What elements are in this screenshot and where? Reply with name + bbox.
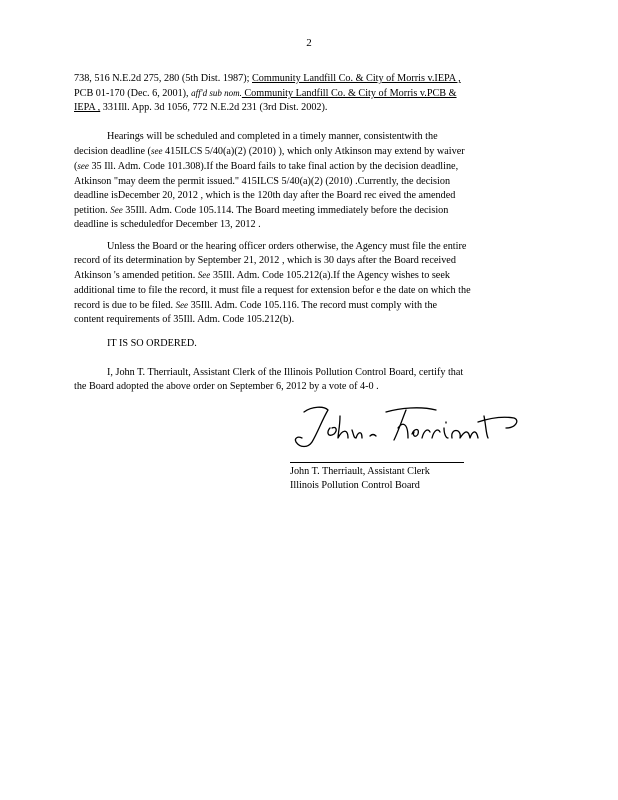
text-line xyxy=(74,203,540,218)
text-line xyxy=(74,72,540,86)
case-citation: Community Landfill Co. & City of Morris v.PCB & xyxy=(241,88,457,100)
signature-block xyxy=(290,465,430,493)
italic-signal: See xyxy=(197,270,211,281)
text-line: Hearings will be scheduled and completed in a timely manner, consistentwith the xyxy=(107,131,438,142)
text-line xyxy=(74,101,540,115)
so-ordered-text: IT IS SO ORDERED. xyxy=(107,338,197,349)
text-line: record of its determination by September 21, 2012 , which is 30 days after the Board received xyxy=(74,255,456,267)
italic-signal: see xyxy=(77,161,89,172)
signature-drawing xyxy=(290,398,530,458)
text-span: 35Ill. Adm. Code 105.114. The Board meeting immediately before the decision xyxy=(122,205,449,217)
case-citation: Community Landfill Co. & City of Morris v.IEPA , xyxy=(252,73,461,84)
text-line xyxy=(74,144,540,159)
italic-signal: see xyxy=(150,146,163,157)
hearing-paragraph xyxy=(74,130,540,232)
certification-paragraph xyxy=(74,366,540,394)
record-paragraph xyxy=(74,240,540,327)
signatory-organization: Illinois Pollution Control Board xyxy=(290,480,420,492)
text-span: 35Ill. Adm. Code 105.116. The record must comply with the xyxy=(188,299,438,311)
citation-paragraph xyxy=(74,72,540,116)
italic-signal: See xyxy=(110,205,123,216)
text-line: I, John T. Therriault, Assistant Clerk of the Illinois Pollution Control Board, certify that xyxy=(107,367,464,378)
text-span: 738, 516 N.E.2d 275, 280 (5th Dist. 1987); xyxy=(74,73,252,84)
text-line: Atkinson "may deem the permit issued." 415ILCS 5/40(a)(2) (2010) .Currently, the decision xyxy=(74,175,451,187)
text-line xyxy=(74,86,540,101)
text-line xyxy=(74,159,540,174)
text-line: deadline is scheduledfor December 13, 2012 . xyxy=(74,219,261,231)
signatory-name: John T. Therriault, Assistant Clerk xyxy=(290,466,430,477)
text-span: 35 Ill. Adm. Code 101.308).If the Board fails to take final action by the decision deadline, xyxy=(88,161,459,173)
text-span: 35Ill. Adm. Code 105.212(a).If the Agency wishes to seek xyxy=(210,270,450,282)
italic-signal: aff'd sub nom. xyxy=(191,88,242,99)
italic-signal: See xyxy=(175,299,189,310)
text-span: record is due to be filed. xyxy=(74,299,176,311)
signature-line xyxy=(290,462,464,463)
text-line: the Board adopted the above order on September 6, 2012 by a vote of 4-0 . xyxy=(74,381,379,393)
text-span: Atkinson 's amended petition. xyxy=(74,270,198,282)
text-span: ( xyxy=(74,161,78,173)
text-span: petition. xyxy=(74,205,111,217)
handwritten-signature xyxy=(290,398,530,458)
text-line: deadline isDecember 20, 2012 , which is the 120th day after the Board rec eived the amended xyxy=(74,189,456,201)
text-span: PCB 01-170 (Dec. 6, 2001), xyxy=(74,88,192,100)
text-span: 331Ill. App. 3d 1056, 772 N.E.2d 231 (3rd Dist. 2002). xyxy=(100,102,328,114)
text-line xyxy=(74,298,540,313)
text-span: 415ILCS 5/40(a)(2) (2010) ), which only Atkinson may extend by waiver xyxy=(162,146,465,158)
text-span: decision deadline ( xyxy=(74,146,151,158)
text-line: additional time to file the record, it must file a request for extension befor e the date on which the xyxy=(74,284,471,296)
page-number: 2 xyxy=(306,37,312,49)
text-line: content requirements of 35Ill. Adm. Code 105.212(b). xyxy=(74,314,295,326)
text-line: Unless the Board or the hearing officer orders otherwise, the Agency must file the entire xyxy=(107,241,467,252)
case-citation: IEPA , xyxy=(74,102,101,114)
order-line xyxy=(74,337,540,351)
text-line xyxy=(74,268,540,283)
